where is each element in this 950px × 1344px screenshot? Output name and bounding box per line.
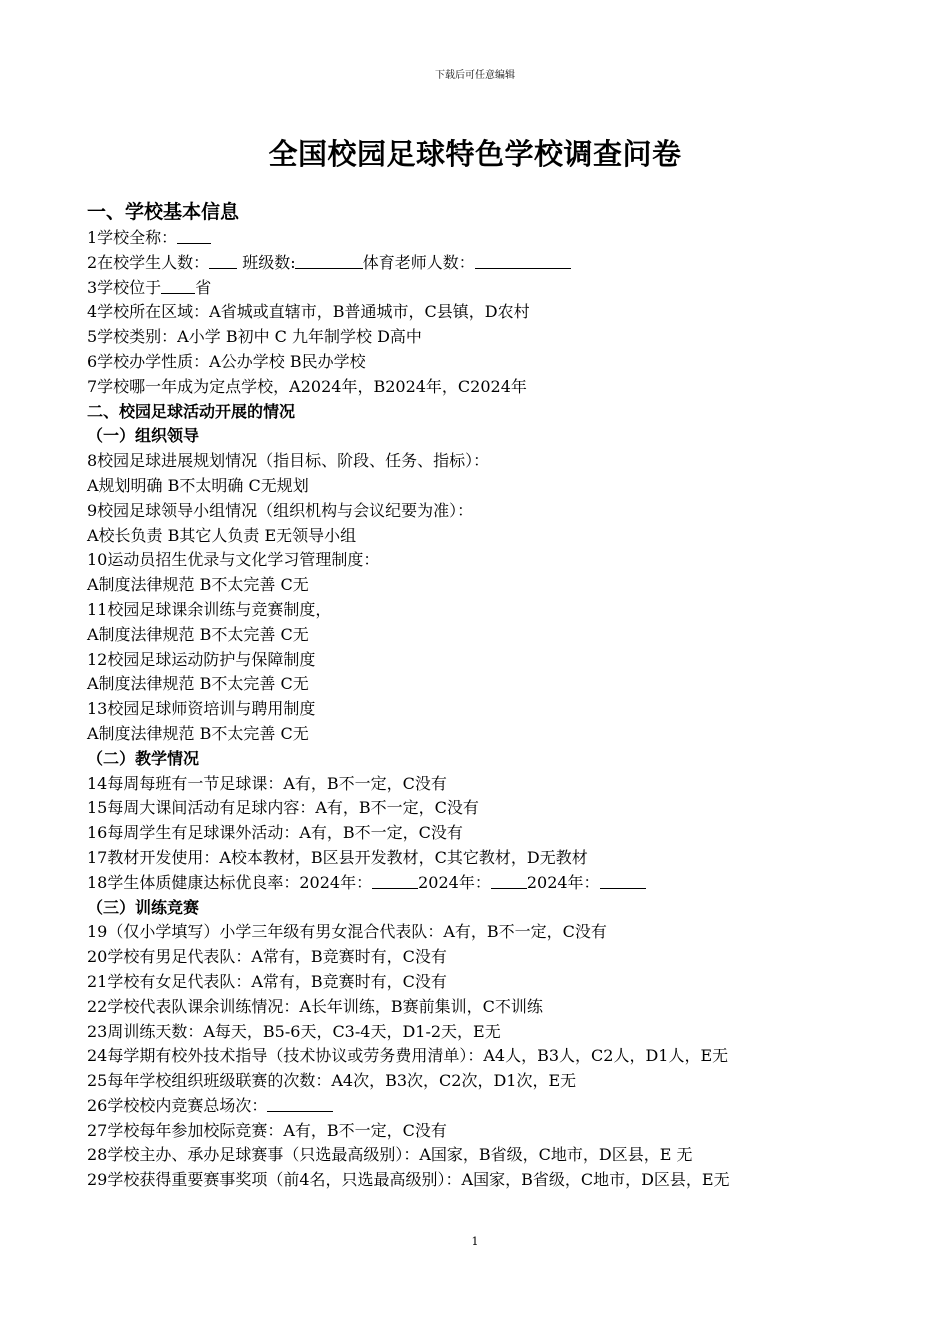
question-14: 14每周每班有一节足球课：A有，B不一定，C没有: [87, 773, 447, 793]
question-22: 22学校代表队课余训练情况：A长年训练，B赛前集训，C不训练: [87, 996, 543, 1016]
question-10: 10运动员招生优录与文化学习管理制度：: [87, 550, 380, 570]
question-19: 19（仅小学填写）小学三年级有男女混合代表队：A有，B不一定，C没有: [87, 922, 607, 942]
question-5: 5学校类别：A小学 B初中 C 九年制学校 D高中: [87, 327, 422, 347]
question-11-options: A制度法律规范 B不太完善 C无: [87, 624, 309, 644]
section-heading-basic-info: 一、学校基本信息: [87, 201, 240, 223]
question-28: 28学校主办、承办足球赛事（只选最高级别）：A国家，B省级，C地市，D区县，E 无: [87, 1145, 693, 1165]
question-23: 23周训练天数：A每天，B5-6天，C3-4天，D1-2天，E无: [87, 1021, 501, 1041]
question-1: 1学校全称：: [87, 226, 877, 251]
question-17: 17教材开发使用：A校本教材，B区县开发教材，C其它教材，D无教材: [87, 847, 588, 867]
question-16: 16每周学生有足球课外活动：A有，B不一定，C没有: [87, 823, 463, 843]
question-24: 24每学期有校外技术指导（技术协议或劳务费用清单）：A4人，B3人，C2人，D1人，E无: [87, 1046, 729, 1066]
question-8-options: A规划明确 B不太明确 C无规划: [87, 475, 309, 495]
answer-blank[interactable]: [295, 252, 363, 269]
survey-content: [87, 199, 877, 1193]
question-3: 3学校位于 省: [87, 277, 212, 297]
question-27: 27学校每年参加校际竞赛：A有，B不一定，C没有: [87, 1120, 447, 1140]
answer-blank[interactable]: [209, 252, 237, 269]
question-13-options: A制度法律规范 B不太完善 C无: [87, 723, 309, 743]
question-25: 25每年学校组织班级联赛的次数：A4次，B3次，C2次，D1次，E无: [87, 1071, 577, 1091]
answer-blank[interactable]: [372, 872, 418, 889]
answer-blank[interactable]: [491, 872, 527, 889]
question-10-options: A制度法律规范 B不太完善 C无: [87, 575, 309, 595]
question-18: 18学生体质健康达标优良率：2024年： 2024年： 2024年：: [87, 871, 877, 896]
question-9: 9校园足球领导小组情况（组织机构与会议纪要为准）：: [87, 500, 474, 520]
page-number: 1: [471, 1235, 479, 1248]
answer-blank[interactable]: [177, 227, 211, 244]
question-12: 12校园足球运动防护与保障制度: [87, 649, 316, 669]
answer-blank[interactable]: [161, 277, 195, 294]
question-8: 8校园足球进展规划情况（指目标、阶段、任务、指标）：: [87, 451, 490, 471]
question-29: 29学校获得重要赛事奖项（前4名，只选最高级别）：A国家，B省级，C地市，D区县，E无: [87, 1170, 730, 1190]
question-9-options: A校长负责 B其它人负责 E无领导小组: [87, 525, 357, 545]
page-title: 全国校园足球特色学校调查问卷: [268, 137, 682, 171]
subsection-heading-teaching: （二）教学情况: [87, 748, 200, 768]
answer-blank[interactable]: [600, 872, 646, 889]
subsection-heading-training: （三）训练竞赛: [87, 897, 200, 917]
question-21: 21学校有女足代表队：A常有，B竞赛时有，C没有: [87, 971, 447, 991]
question-2: 2在校学生人数： 班级数: 体育老师人数：: [87, 251, 877, 276]
question-15: 15每周大课间活动有足球内容：A有，B不一定，C没有: [87, 798, 479, 818]
question-11: 11校园足球课余训练与竞赛制度，: [87, 599, 332, 619]
question-12-options: A制度法律规范 B不太完善 C无: [87, 674, 309, 694]
question-4: 4学校所在区域：A省城或直辖市，B普通城市，C县镇，D农村: [87, 302, 530, 322]
answer-blank[interactable]: [267, 1095, 333, 1112]
subsection-heading-organization: （一）组织领导: [87, 426, 200, 446]
header-note: 下载后可任意编辑: [435, 70, 515, 81]
question-20: 20学校有男足代表队：A常有，B竞赛时有，C没有: [87, 947, 447, 967]
question-13: 13校园足球师资培训与聘用制度: [87, 699, 316, 719]
question-7: 7学校哪一年成为定点学校，A2024年，B2024年，C2024年: [87, 376, 527, 396]
question-26: 26学校校内竞赛总场次：: [87, 1094, 877, 1119]
answer-blank[interactable]: [475, 252, 571, 269]
question-6: 6学校办学性质：A公办学校 B民办学校: [87, 351, 366, 371]
section-heading-activities: 二、校园足球活动开展的情况: [87, 401, 296, 421]
